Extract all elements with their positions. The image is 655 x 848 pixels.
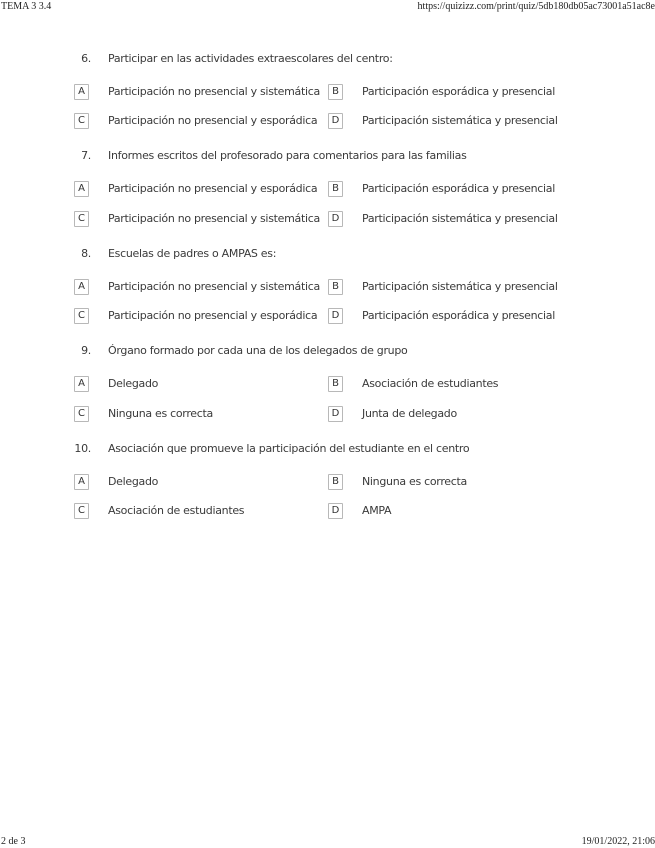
question-text: Participar en las actividades extraescolares del centro: — [108, 52, 393, 65]
option-text: Ninguna es correcta — [362, 475, 467, 488]
option-text: AMPA — [362, 504, 392, 517]
option-text: Junta de delegado — [362, 407, 457, 420]
option-text: Participación no presencial y sistemática — [108, 280, 320, 293]
question-number: 10. — [74, 442, 91, 455]
print-footer — [0, 836, 655, 848]
option-text: Participación no presencial y esporádica — [108, 309, 318, 322]
option-letter-box: B — [328, 181, 343, 197]
option-letter-box: D — [328, 308, 343, 324]
option-text: Participación no presencial y esporádica — [108, 182, 318, 195]
option-text: Participación sistemática y presencial — [362, 114, 558, 127]
option-text: Participación sistemática y presencial — [362, 280, 558, 293]
print-datetime: 19/01/2022, 21:06 — [581, 836, 655, 847]
option-text: Delegado — [108, 475, 159, 488]
option-letter-box: A — [74, 279, 89, 295]
option-letter-box: C — [74, 113, 89, 129]
question-text: Órgano formado por cada una de los delegados de grupo — [108, 344, 408, 357]
option-letter-box: C — [74, 211, 89, 227]
option-letter-box: A — [74, 474, 89, 490]
page-indicator: 2 de 3 — [1, 836, 26, 847]
option-letter-box: A — [74, 84, 89, 100]
option-letter-box: D — [328, 503, 343, 519]
option-text: Ninguna es correcta — [108, 407, 213, 420]
question-text: Escuelas de padres o AMPAS es: — [108, 247, 277, 260]
option-text: Participación no presencial y esporádica — [108, 114, 318, 127]
question-text: Asociación que promueve la participación del estudiante en el centro — [108, 442, 470, 455]
option-letter-box: A — [74, 181, 89, 197]
option-text: Participación esporádica y presencial — [362, 182, 556, 195]
option-text: Participación esporádica y presencial — [362, 309, 556, 322]
option-letter-box: D — [328, 406, 343, 422]
option-text: Participación esporádica y presencial — [362, 85, 556, 98]
question-number: 6. — [81, 52, 91, 65]
option-letter-box: B — [328, 279, 343, 295]
option-letter-box: B — [328, 84, 343, 100]
question-text: Informes escritos del profesorado para comentarios para las familias — [108, 149, 467, 162]
option-letter-box: A — [74, 376, 89, 392]
option-letter-box: C — [74, 406, 89, 422]
question-number: 9. — [81, 344, 91, 357]
option-letter-box: C — [74, 503, 89, 519]
option-text: Asociación de estudiantes — [362, 377, 499, 390]
option-letter-box: D — [328, 113, 343, 129]
option-letter-box: B — [328, 474, 343, 490]
option-letter-box: B — [328, 376, 343, 392]
question-number: 7. — [81, 149, 91, 162]
question-number: 8. — [81, 247, 91, 260]
option-text: Delegado — [108, 377, 159, 390]
print-header — [0, 1, 655, 13]
option-text: Participación no presencial y sistemática — [108, 212, 320, 225]
option-text: Asociación de estudiantes — [108, 504, 245, 517]
option-letter-box: C — [74, 308, 89, 324]
option-text: Participación no presencial y sistemática — [108, 85, 320, 98]
page-url: https://quizizz.com/print/quiz/5db180db05ac73001a51ac8e — [417, 1, 655, 12]
document-title: TEMA 3 3.4 — [1, 1, 52, 12]
option-text: Participación sistemática y presencial — [362, 212, 558, 225]
option-letter-box: D — [328, 211, 343, 227]
